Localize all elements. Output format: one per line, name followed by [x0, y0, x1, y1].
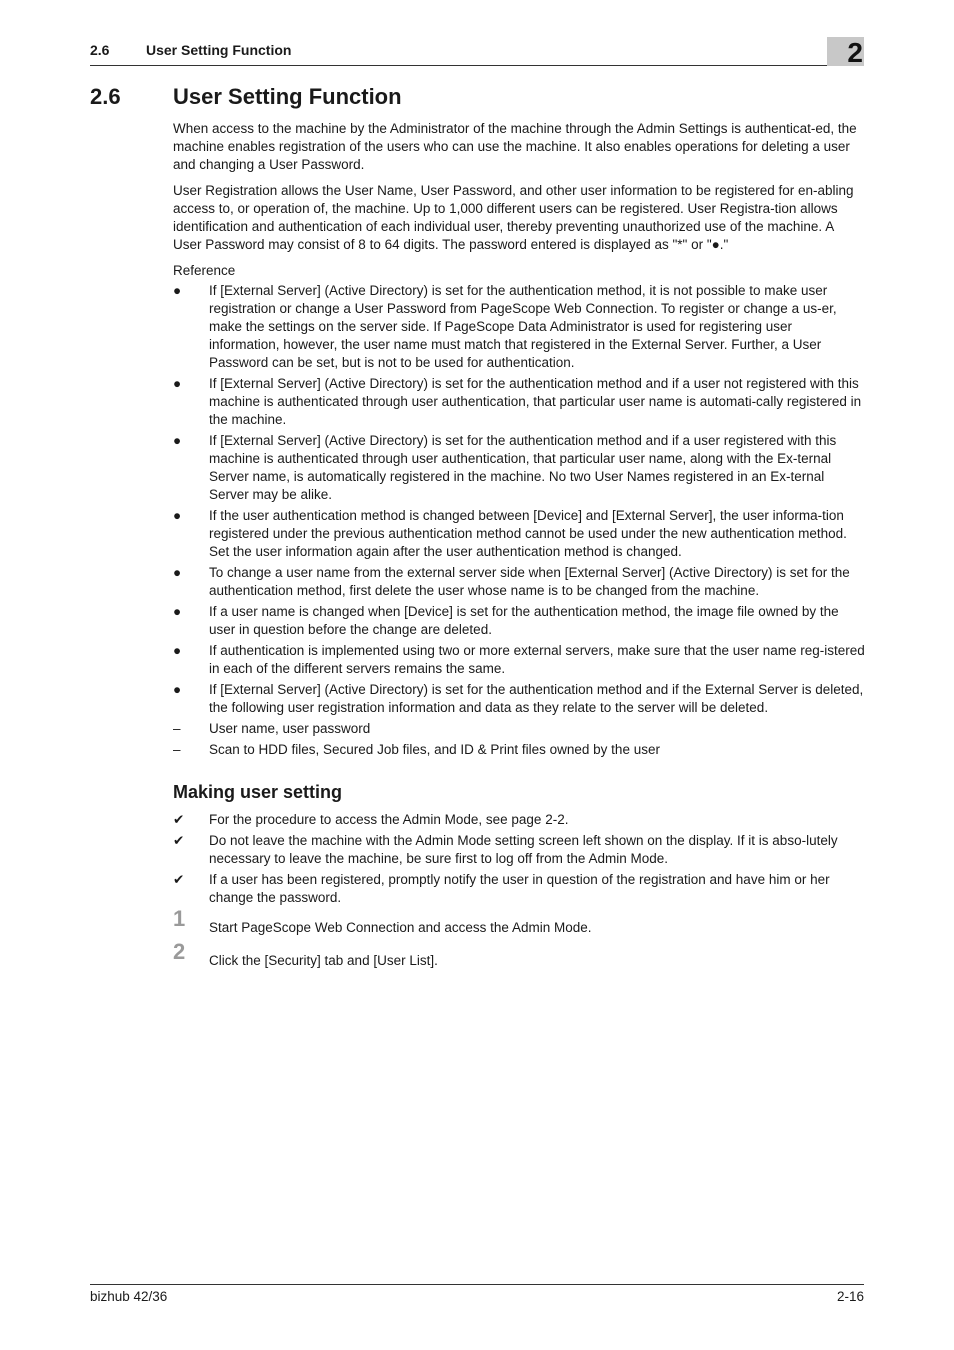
- list-item: [173, 375, 865, 429]
- list-item: [173, 811, 865, 829]
- chapter-badge: [827, 37, 864, 66]
- list-item: [173, 720, 865, 738]
- list-item-text: If [External Server] (Active Directory) is set for the authentication method and if a user not registered with this machine is authenticated through user authentication, that particular user name is automati-cally registered in the machine.: [209, 376, 862, 427]
- step-number: 1: [173, 906, 186, 931]
- bullet-icon: ●: [173, 376, 182, 391]
- section-title: User Setting Function: [173, 84, 402, 109]
- list-item-text: If [External Server] (Active Directory) is set for the authentication method, it is not possible to make user registration or change a User Password from PageScope Web Connection. To register or change a us-er, make the settings on the server side. If PageScope Data Administrator is used for registering user information, however, the user name must match that registered in the External Server. Further, a User Password can be set, but is not to be used for authentication.: [209, 283, 837, 370]
- bullet-icon: ●: [173, 682, 182, 697]
- header-section-number: 2.6: [90, 42, 110, 58]
- list-item: [173, 564, 865, 600]
- list-item: [173, 681, 865, 717]
- reference-list: [173, 282, 865, 759]
- dash-icon: –: [173, 721, 181, 736]
- list-item-text: If authentication is implemented using two or more external servers, make sure that the user name reg-istered in each of the different servers remains the same.: [209, 643, 865, 676]
- list-item: [173, 871, 865, 907]
- dash-icon: –: [173, 742, 181, 757]
- checklist: [173, 811, 865, 907]
- list-item: [173, 642, 865, 678]
- bullet-icon: ●: [173, 565, 182, 580]
- bullet-icon: ●: [173, 508, 182, 523]
- checkmark-icon: ✔: [173, 833, 185, 848]
- chapter-number: 2: [847, 37, 863, 68]
- checkmark-icon: ✔: [173, 872, 185, 887]
- list-item: [173, 432, 865, 504]
- list-item-text: If [External Server] (Active Directory) is set for the authentication method and if the External Server is deleted, the following user registration information and data as they relate to the server will be deleted.: [209, 682, 864, 715]
- procedure-steps: [173, 906, 865, 970]
- list-item-text: If [External Server] (Active Directory) is set for the authentication method and if a user registered with this machine is authenticated through user authentication, that particular user name, along with the Ex-ternal Server name, is automatically registered in the machine. No two User Names registered in an Ex-ternal Server may be alike.: [209, 433, 837, 502]
- intro-paragraph: When access to the machine by the Administrator of the machine through the Admin Settings is authenticat-ed, the machine enables registration of the users who can use the machine. It also enables operations for deleting a user and changing a User Password.: [173, 121, 857, 172]
- list-item: [173, 603, 865, 639]
- list-item-text: To change a user name from the external server side when [External Server] (Active Directory) is set for the authentication method, first delete the user whose name is to be changed from the machine.: [209, 565, 850, 598]
- header-section-title: User Setting Function: [146, 42, 292, 58]
- page-header: [90, 41, 864, 67]
- bullet-icon: ●: [173, 604, 182, 619]
- list-item: [173, 507, 865, 561]
- step-text: Start PageScope Web Connection and access the Admin Mode.: [209, 920, 592, 935]
- list-item: [173, 282, 865, 372]
- subsection-title: Making user setting: [173, 782, 343, 802]
- list-item-text: If a user has been registered, promptly notify the user in question of the registration and have him or her change the password.: [209, 872, 830, 905]
- reference-label: Reference: [173, 263, 236, 278]
- step-number: 2: [173, 939, 186, 964]
- list-item-text: Do not leave the machine with the Admin Mode setting screen left shown on the display. If it is abso-lutely necessary to leave the machine, be sure first to log off from the Admin Mode.: [209, 833, 838, 866]
- bullet-icon: ●: [173, 433, 182, 448]
- list-item: [173, 741, 865, 759]
- footer-rule: [90, 1284, 864, 1285]
- list-item-text: If the user authentication method is changed between [Device] and [External Server], the user informa-tion registered under the previous authentication method cannot be used under the new authentication method. Set the user information again after the user authentication method is changed.: [209, 508, 847, 559]
- list-item-text: User name, user password: [209, 721, 371, 736]
- section-number: 2.6: [90, 84, 121, 109]
- list-item-text: If a user name is changed when [Device] is set for the authentication method, the image file owned by the user in question before the change are deleted.: [209, 604, 839, 637]
- list-item-text: For the procedure to access the Admin Mode, see page 2-2.: [209, 812, 569, 827]
- step-item: [173, 906, 865, 937]
- bullet-icon: ●: [173, 643, 182, 658]
- step-text: Click the [Security] tab and [User List].: [209, 953, 438, 968]
- list-item: [173, 832, 865, 868]
- bullet-icon: ●: [173, 283, 182, 298]
- footer-page-number: 2-16: [836, 1289, 864, 1304]
- intro-paragraph: User Registration allows the User Name, User Password, and other user information to be registered for en-abling access to, or operation of, the machine. Up to 1,000 different users can be registered. User Registra-tion allows identification and authentication of each individual user, thereby preventing unauthorized use of the machine. A User Password may consist of 8 to 64 digits. The password entered is displayed as "*" or "●.": [173, 183, 854, 252]
- main-content: [173, 120, 865, 985]
- list-item-text: Scan to HDD files, Secured Job files, and ID & Print files owned by the user: [209, 742, 660, 757]
- header-rule: [90, 65, 864, 66]
- step-item: [173, 939, 865, 970]
- checkmark-icon: ✔: [173, 812, 185, 827]
- footer-model: bizhub 42/36: [90, 1289, 168, 1304]
